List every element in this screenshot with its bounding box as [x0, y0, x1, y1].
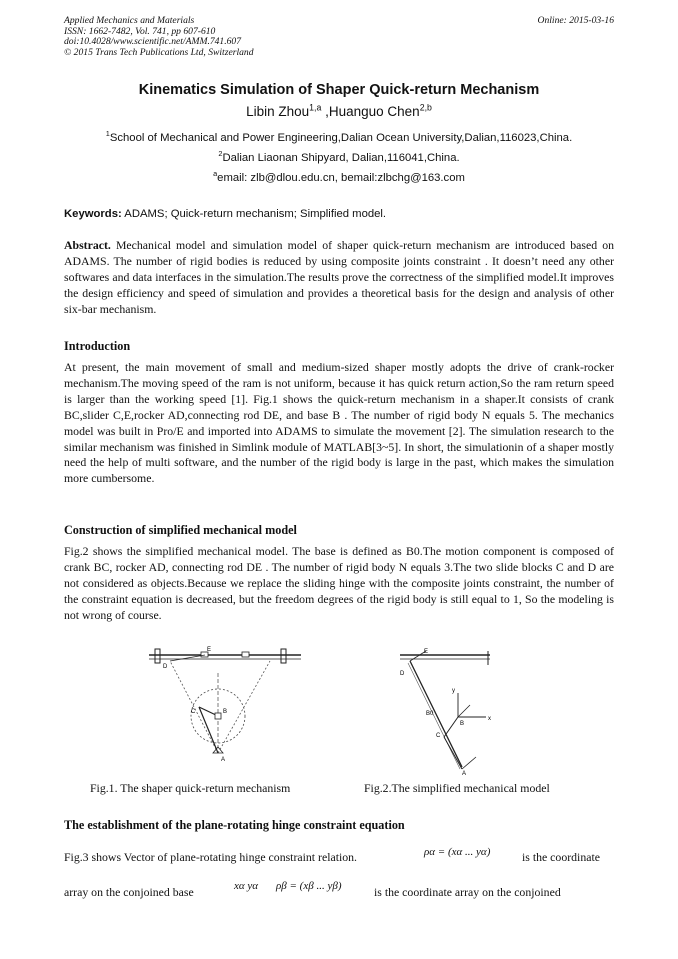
math-rho-beta: ρβ = (xβ ... yβ)	[276, 880, 342, 892]
fig2-label-x: x	[488, 716, 491, 722]
journal-name: Applied Mechanics and Materials	[64, 15, 195, 26]
affiliation-1	[0, 129, 678, 144]
affiliation-2-sup: 2	[218, 149, 223, 159]
fig2-label-a: A	[462, 771, 467, 777]
constraint-line-2a: array on the conjoined base	[64, 885, 194, 899]
fig2-label-b0: B0	[426, 711, 434, 717]
abstract-label: Abstract.	[64, 238, 111, 252]
fig2-label-e: E	[424, 649, 429, 655]
fig1-label-e: E	[207, 647, 212, 653]
affiliation-email	[0, 169, 678, 184]
affiliation-email-sup: a	[213, 169, 218, 179]
fig1-label-b: B	[223, 709, 228, 715]
keywords	[64, 208, 386, 220]
keywords-label: Keywords:	[64, 208, 122, 220]
affiliation-2-text: Dalian Liaonan Shipyard, Dalian,116041,China.	[222, 152, 460, 164]
fig1-label-a: A	[221, 757, 226, 763]
figure-1-diagram	[145, 643, 305, 768]
constraint-line-1a: Fig.3 shows Vector of plane-rotating hinge constraint relation.	[64, 850, 358, 864]
copyright: © 2015 Trans Tech Publications Ltd, Switzerland	[64, 46, 254, 58]
construction-heading: Construction of simplified mechanical model	[64, 523, 297, 537]
constraint-line-1b: is the coordinate	[522, 850, 600, 864]
affiliation-email-text: email: zlb@dlou.edu.cn, bemail:zlbchg@163.com	[217, 172, 465, 184]
math-xy-alpha: xα yα	[234, 880, 259, 892]
fig1-label-c: C	[191, 709, 196, 715]
constraint-line-2b: is the coordinate array on the conjoined	[374, 885, 561, 899]
introduction-heading: Introduction	[64, 339, 131, 353]
author-1: Libin Zhou	[246, 104, 310, 119]
paper-title: Kinematics Simulation of Shaper Quick-return Mechanism	[138, 82, 540, 98]
online-date: Online: 2015-03-16	[537, 15, 614, 26]
figure-2-diagram	[396, 645, 506, 777]
affiliation-1-text: School of Mechanical and Power Engineering,Dalian Ocean University,Dalian,116023,China.	[109, 132, 573, 144]
figure-1-caption: Fig.1. The shaper quick-return mechanism	[90, 781, 291, 795]
abstract-text: Mechanical model and simulation model of shaper quick-return mechanism are introduced based on ADAMS. The number of rigid bodies is reduced by using composite joints constraint . It doesn’t need any other softwares and data interfaces in the simulation.The results prove the correctness of the simplified model.It improves the design efficiency and speed of simulation and provides a theoretical basis for the design and analysis of other six-bar mechanism.	[64, 238, 614, 316]
math-rho-alpha: ρα = (xα ... yα)	[424, 846, 491, 858]
issn: ISSN: 1662-7482, Vol. 741, pp 607-610	[64, 25, 216, 37]
fig2-label-c: C	[436, 733, 441, 739]
author-2-sup: 2,b	[419, 102, 432, 113]
affiliation-2	[0, 149, 678, 164]
constraint-heading: The establishment of the plane-rotating hinge constraint equation	[64, 818, 405, 832]
figure-2-caption: Fig.2.The simplified mechanical model	[364, 781, 550, 795]
journal-header	[64, 16, 254, 58]
fig1-label-d: D	[163, 664, 168, 670]
construction-text: Fig.2 shows the simplified mechanical model. The base is defined as B0.The motion component is composed of crank BC, rocker AD, connecting rod DE . The number of rigid body N equals 3.The two slide blocks C and D are not considered as objects.Because we replace the sliding hinge with the composite joints constraint, the number of the constraint equation is decreased, but the freedom degrees of the rigid body is still equal to 1, So the modeling is not wrong of course.	[64, 544, 614, 622]
fig2-label-b: B	[460, 721, 465, 727]
affiliation-1-sup: 1	[105, 129, 110, 139]
fig2-label-y: y	[452, 688, 455, 694]
keywords-text: ADAMS; Quick-return mechanism; Simplified model.	[121, 208, 387, 220]
author-sep: ,	[321, 104, 329, 119]
abstract	[64, 238, 614, 318]
introduction-text: At present, the main movement of small and medium-sized shaper mostly adopts the drive of crank-rocker mechanism.The moving speed of the ram is not uniform, because it has quick return action,So the ram return speed is larger than the working speed [1]. Fig.1 shows the quick-return mechanism in a shaper.It consists of crank BC,slider C,E,rocker AD,connecting rod DE, and base B . The number of rigid body N equals 5. The mechanics model was built in Pro/E and imported into ADAMS to simulate the movement [2]. The simulation research to the similar mechanism was finished in Simlink module of MATLAB[3~5]. In short, the simulationin of a shaper mostly need the help of multi software, and the number of the rigid body is large in the past, which makes the simulation more cumbersome.	[64, 360, 614, 486]
doi: doi:10.4028/www.scientific.net/AMM.741.607	[64, 36, 242, 47]
authors	[0, 104, 678, 119]
author-2: Huanguo Chen	[328, 104, 420, 119]
fig2-label-d: D	[400, 671, 405, 677]
author-1-sup: 1,a	[309, 102, 322, 113]
